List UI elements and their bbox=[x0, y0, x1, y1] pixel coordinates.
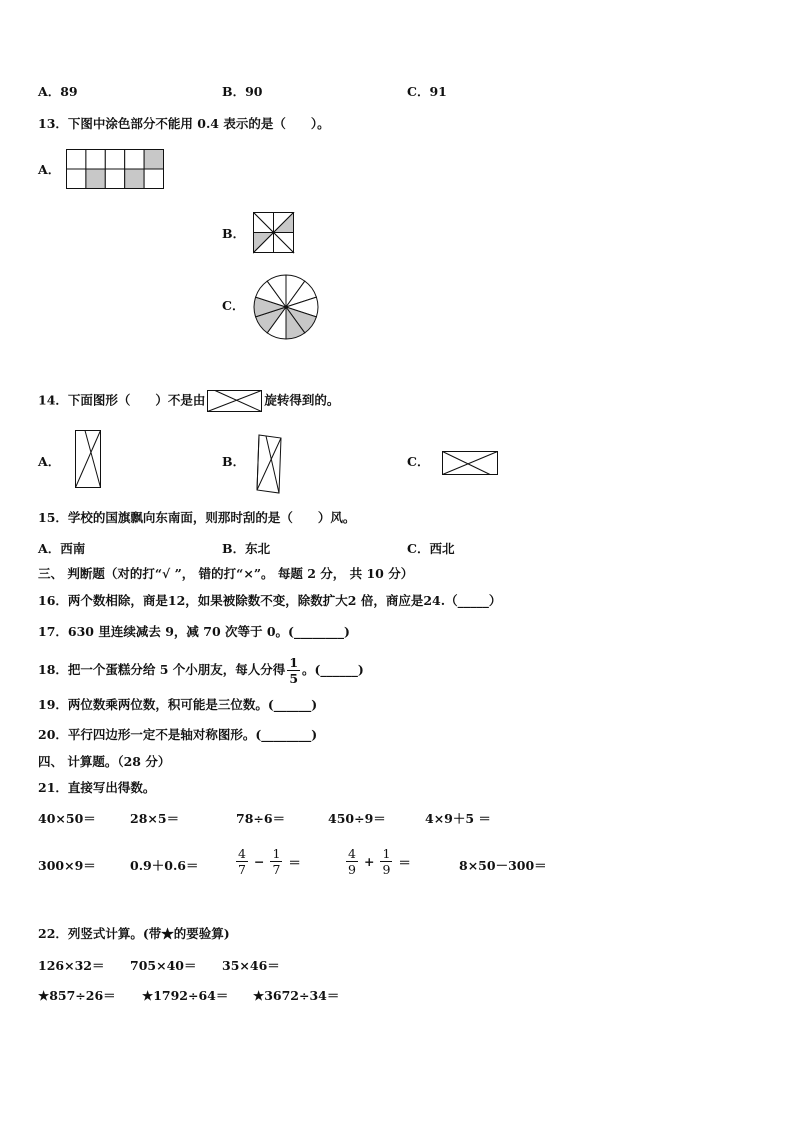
vertical-calc-item: ★1792÷64＝ bbox=[142, 988, 229, 1003]
vertical-calc-item: 705×40＝ bbox=[130, 958, 197, 973]
operator: − bbox=[253, 854, 265, 869]
fraction bbox=[236, 846, 248, 877]
question-20: 20．平行四边形一定不是轴对称图形。(________) bbox=[38, 727, 318, 742]
vertical-calc-item: 35×46＝ bbox=[222, 958, 280, 973]
q14-option-c-label[interactable]: C． bbox=[407, 454, 430, 469]
q14-option-b-figure[interactable] bbox=[256, 434, 282, 494]
vertical-calc-item: ★3672÷34＝ bbox=[253, 988, 340, 1003]
q14-stem-after: 旋转得到的。 bbox=[264, 392, 340, 408]
calc-item: 4×9＋5 ＝ bbox=[425, 811, 491, 826]
q13-square-figure[interactable] bbox=[253, 212, 295, 254]
q15-option-a[interactable]: A．西南 bbox=[38, 541, 86, 556]
q14-option-c-figure[interactable] bbox=[442, 451, 498, 475]
fraction-denominator: 9 bbox=[382, 862, 391, 877]
fraction-denominator: 9 bbox=[348, 862, 356, 877]
q15-option-c[interactable]: C．西北 bbox=[407, 541, 455, 556]
q15-option-b[interactable]: B．东北 bbox=[222, 541, 271, 556]
calc-item: 8×50－300＝ bbox=[459, 858, 547, 873]
q13-option-b-label[interactable]: B． bbox=[222, 226, 246, 241]
grid-cell bbox=[86, 150, 105, 170]
fraction-numerator: 4 bbox=[348, 846, 356, 861]
question-21-stem: 21．直接写出得数。 bbox=[38, 780, 156, 795]
question-17: 17．630 里连续减去 9，减 70 次等于 0。(________) bbox=[38, 624, 350, 639]
fraction-denominator: 5 bbox=[289, 671, 299, 686]
fraction bbox=[380, 846, 392, 877]
question-15-stem: 15．学校的国旗飘向东南面，则那时刮的是（ ）风。 bbox=[38, 510, 356, 525]
q13-grid-figure[interactable] bbox=[66, 149, 166, 190]
grid-cell bbox=[67, 150, 86, 170]
fraction bbox=[270, 846, 282, 877]
q13-circle-figure[interactable] bbox=[252, 273, 320, 341]
question-14-stem bbox=[38, 390, 339, 412]
calc-item: 300×9＝ bbox=[38, 858, 96, 873]
grid-cell bbox=[105, 169, 124, 189]
section-3-heading: 三、 判断题（对的打“√ ”， 错的打“×”。 每题 2 分， 共 10 分） bbox=[38, 566, 414, 581]
vertical-calc-item: ★857÷26＝ bbox=[38, 988, 116, 1003]
calc-item: 40×50＝ bbox=[38, 811, 96, 826]
q14-option-a-figure[interactable] bbox=[75, 430, 101, 488]
fraction-expression-2 bbox=[344, 846, 411, 877]
fraction-denominator: 7 bbox=[272, 862, 281, 877]
question-22-stem: 22．列竖式计算。(带★的要验算) bbox=[38, 926, 230, 941]
fraction-numerator: 1 bbox=[382, 846, 391, 861]
q13-option-a-label[interactable]: A． bbox=[38, 162, 61, 177]
fraction-expression-1 bbox=[234, 846, 301, 877]
grid-cell-shaded bbox=[125, 169, 144, 189]
fraction-denominator: 7 bbox=[238, 862, 246, 877]
calc-item: 450÷9＝ bbox=[328, 811, 386, 826]
fraction bbox=[346, 846, 358, 877]
q13-option-c-label[interactable]: C． bbox=[222, 298, 245, 313]
option-b[interactable]: B．90 bbox=[222, 84, 263, 99]
fraction-numerator: 1 bbox=[289, 655, 299, 670]
vertical-calc-item: 126×32＝ bbox=[38, 958, 105, 973]
grid-cell-shaded bbox=[86, 169, 105, 189]
grid-cell-shaded bbox=[144, 150, 163, 170]
equals-sign: ＝ bbox=[398, 854, 411, 870]
calc-item: 28×5＝ bbox=[130, 811, 180, 826]
q14-reference-shape-icon bbox=[207, 390, 262, 412]
grid-cell bbox=[67, 169, 86, 189]
fraction-numerator: 4 bbox=[238, 846, 246, 861]
question-16: 16．两个数相除，商是12，如果被除数不变，除数扩大2 倍，商应是24.（_____） bbox=[38, 593, 502, 608]
question-19: 19．两位数乘两位数，积可能是三位数。(______) bbox=[38, 697, 318, 712]
q18-fraction bbox=[287, 655, 300, 686]
q18-text-before: 18．把一个蛋糕分给 5 个小朋友，每人分得 bbox=[38, 662, 286, 677]
fraction-numerator: 1 bbox=[272, 846, 281, 861]
operator: + bbox=[363, 854, 375, 869]
q14-option-a-label[interactable]: A． bbox=[38, 454, 61, 469]
q14-stem-before: 14．下面图形（ ）不是由 bbox=[38, 392, 206, 408]
grid-cell bbox=[144, 169, 163, 189]
calc-item: 0.9＋0.6＝ bbox=[130, 858, 199, 873]
option-a[interactable]: A．89 bbox=[38, 84, 78, 99]
q14-option-b-label[interactable]: B． bbox=[222, 454, 246, 469]
question-18 bbox=[38, 653, 364, 687]
equals-sign: ＝ bbox=[288, 854, 301, 870]
section-4-heading: 四、 计算题。（28 分） bbox=[38, 754, 171, 769]
q18-text-after: 。(______) bbox=[302, 662, 364, 677]
question-13-stem: 13．下图中涂色部分不能用 0.4 表示的是（ ）。 bbox=[38, 116, 330, 131]
calc-item: 78÷6＝ bbox=[236, 811, 286, 826]
grid-cell bbox=[105, 150, 124, 170]
option-c[interactable]: C．91 bbox=[407, 84, 447, 99]
grid-cell bbox=[125, 150, 144, 170]
